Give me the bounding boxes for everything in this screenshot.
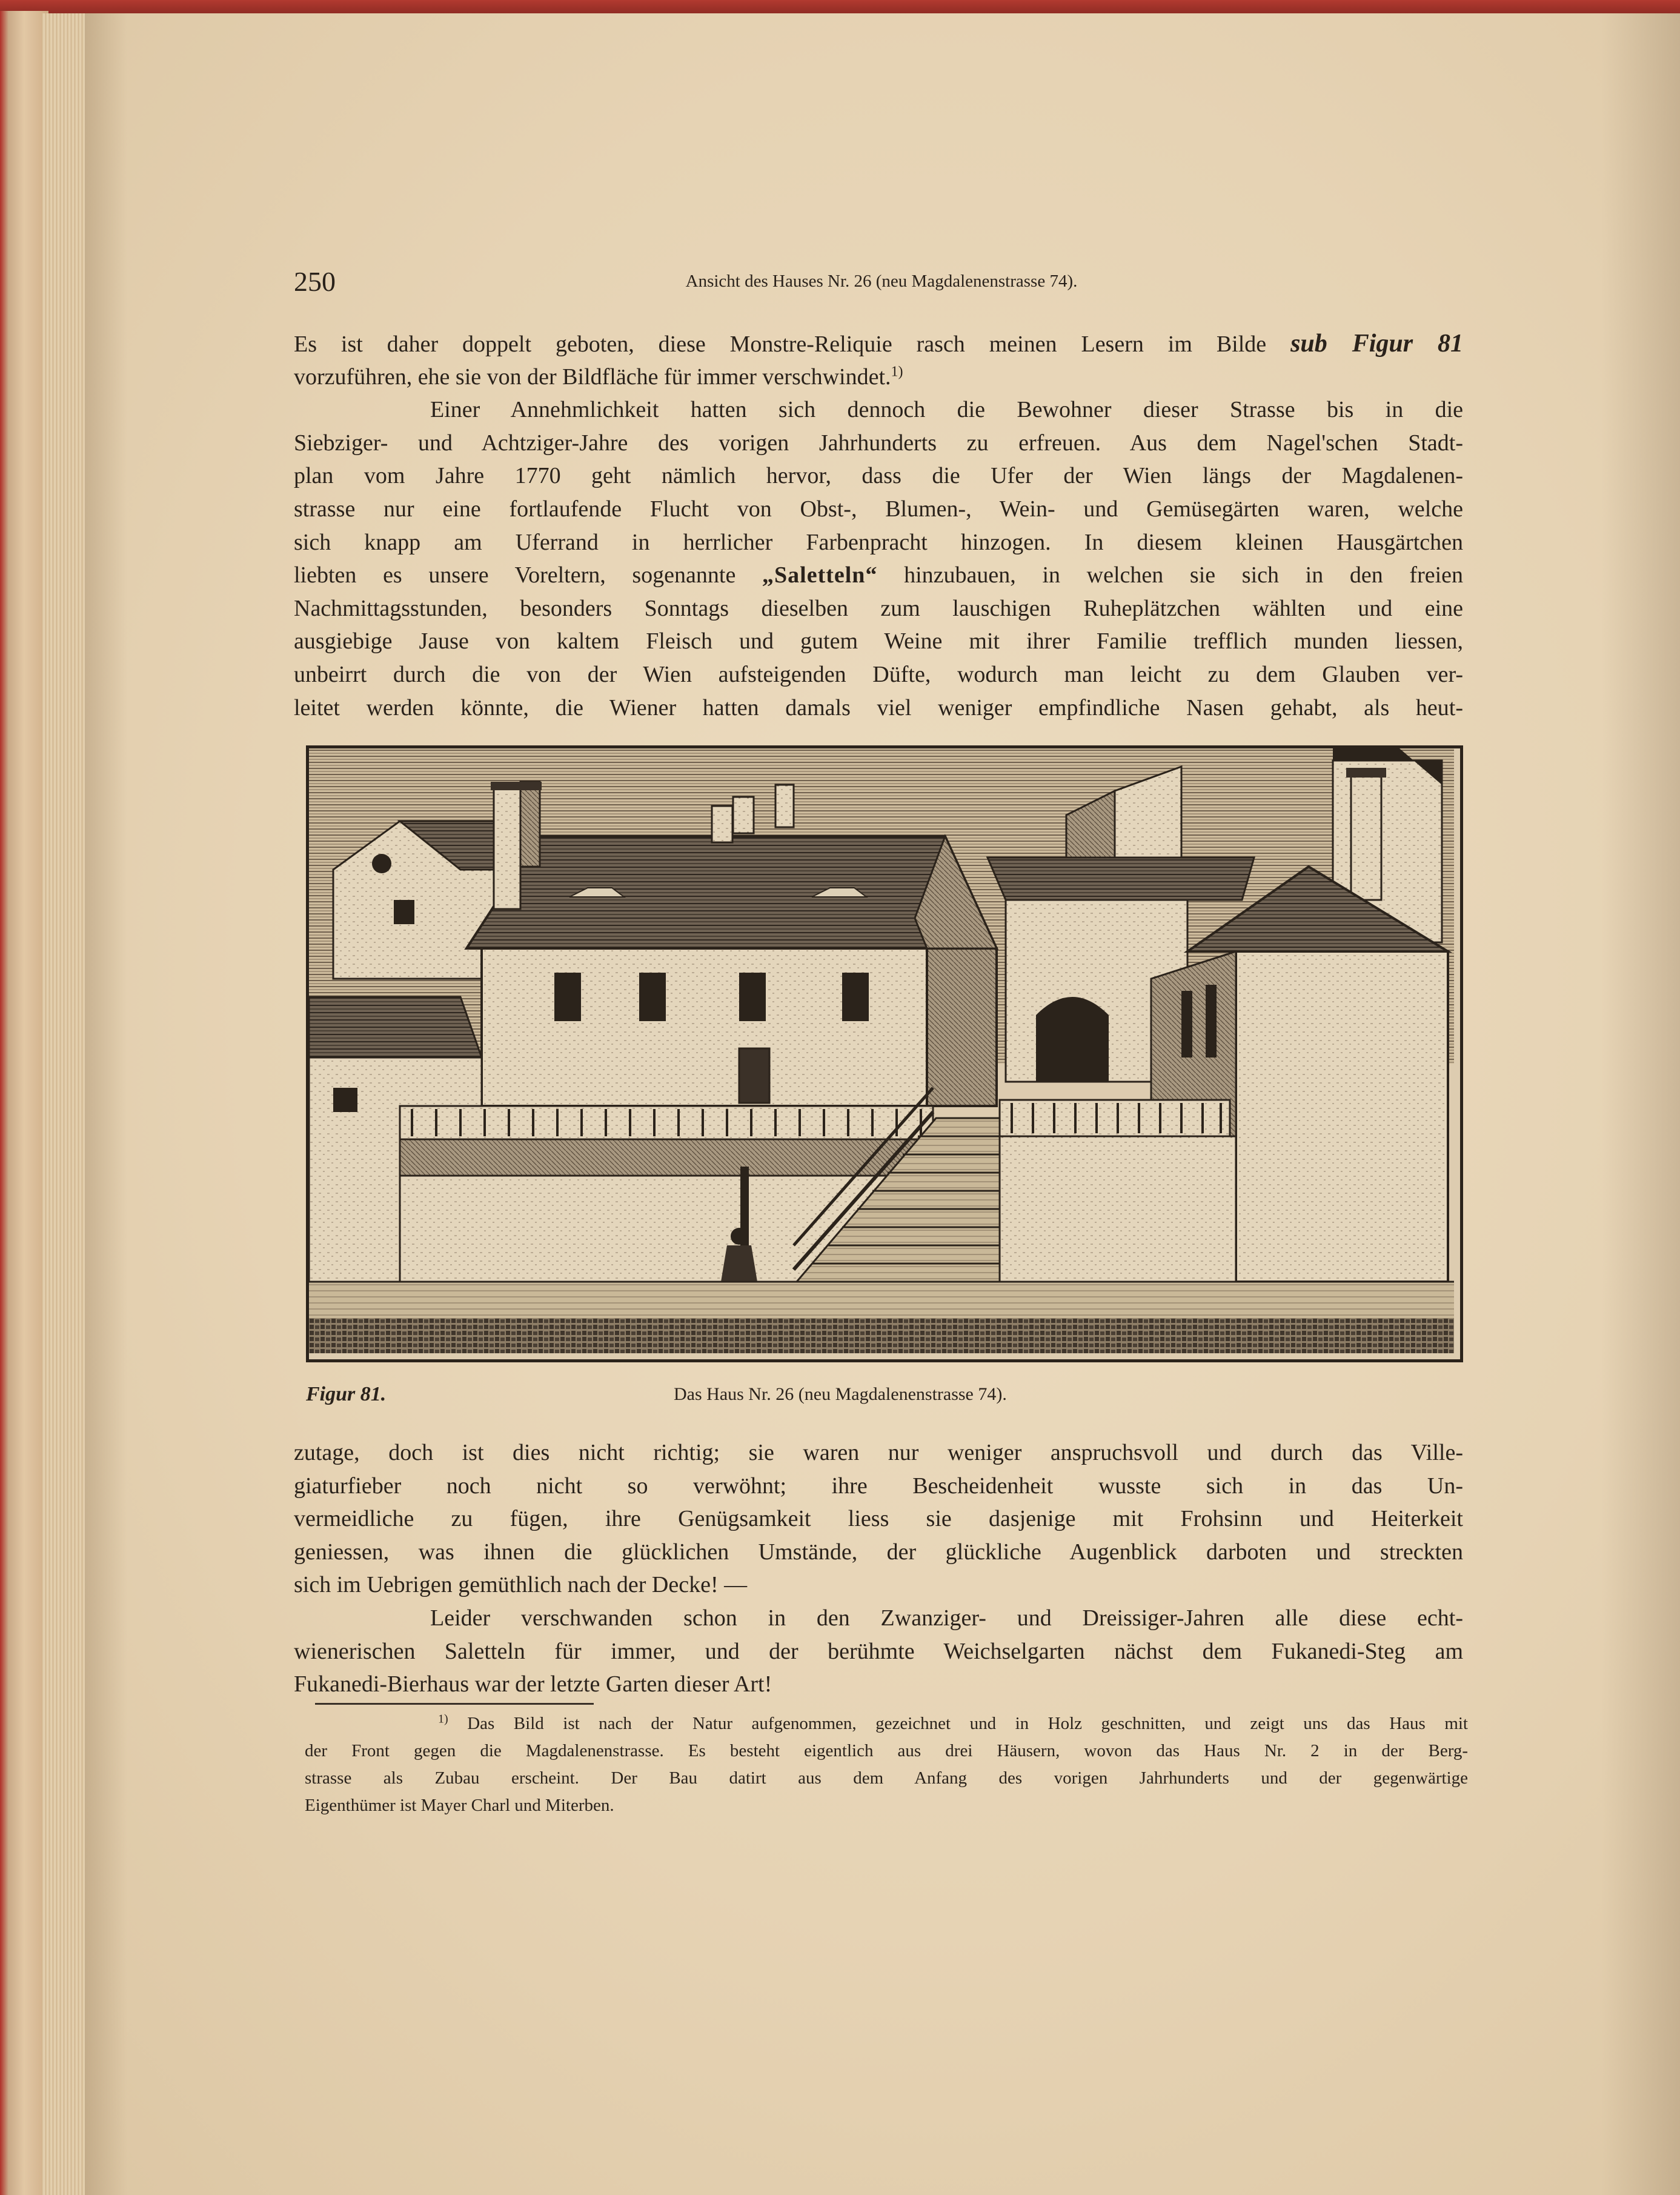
page-right-shadow xyxy=(1601,13,1680,2195)
text-line: sich knapp am Uferrand in herrlicher Farbenpracht hinzogen. In diesem kleinen Hausgärtchen xyxy=(294,529,1463,555)
page-edges xyxy=(42,13,85,2195)
text-line: ausgiebige Jause von kaltem Fleisch und gutem Weine mit ihrer Familie trefflich munden liessen, xyxy=(294,628,1463,655)
house-engraving xyxy=(309,748,1454,1353)
text-line: zutage, doch ist dies nicht richtig; sie waren nur weniger anspruchsvoll und durch das Ville- xyxy=(294,1440,1463,1465)
running-head xyxy=(294,261,1469,303)
footnote-line: Eigenthümer ist Mayer Charl und Miterben. xyxy=(305,1796,614,1815)
footnote-line: der Front gegen die Magdalenenstrasse. Es besteht eigentlich aus drei Häusern, wovon das Haus Nr. 2 in der Berg- xyxy=(305,1741,1468,1760)
text-line: unbeirrt durch die von der Wien aufsteigenden Düfte, wodurch man leicht zu dem Glauben ver- xyxy=(294,661,1463,687)
running-title: Ansicht des Hauses Nr. 26 (neu Magdalenenstrasse 74). xyxy=(685,271,1078,291)
woodcut-illustration xyxy=(306,745,1463,1362)
text-line: sich im Uebrigen gemüthlich nach der Decke! — xyxy=(294,1572,748,1598)
book-binding-edge xyxy=(0,11,48,2195)
footnote-line: $^{1)}$ Das Bild ist nach der Natur aufgenommen, gezeichnet und in Holz geschnitten, und zeigt uns das Haus mit xyxy=(438,1712,1468,1733)
footnote xyxy=(305,1710,1468,1819)
footnote-line: strasse als Zubau erscheint. Der Bau datirt aus dem Anfang des vorigen Jahrhunderts und der gegenwärtige xyxy=(305,1768,1468,1788)
text-line: vermeidliche zu fügen, ihre Genügsamkeit liess sie dasjenige mit Frohsinn und Heiterkeit xyxy=(294,1506,1463,1532)
text-line: wienerischen Saletteln für immer, und der berühmte Weichselgarten nächst dem Fukanedi-Steg am xyxy=(294,1638,1463,1664)
saletteln-term: „Saletteln“ xyxy=(762,562,878,588)
gutter-shadow xyxy=(85,13,127,2195)
text-line: Siebziger- und Achtziger-Jahre des vorigen Jahrhunderts zu erfreuen. Aus dem Nagel'schen Stadt- xyxy=(294,430,1463,456)
text-line: liebten es unsere Voreltern, sogenannte „Saletteln“ hinzubauen, in welchen sie sich in den freien xyxy=(294,562,1464,588)
text-line: Es ist daher doppelt geboten, diese Monstre-Reliquie rasch meinen Lesern im Bilde sub Figur 81 xyxy=(294,330,1464,358)
body-text-bottom xyxy=(294,1436,1463,1701)
text-line: Fukanedi-Bierhaus war der letzte Garten dieser Art! xyxy=(294,1671,772,1697)
footnote-marker: 1) xyxy=(891,363,903,379)
figure-reference: sub Figur 81 xyxy=(1290,330,1464,358)
figure-caption: Das Haus Nr. 26 (neu Magdalenenstrasse 74). xyxy=(674,1384,1007,1404)
text-line: plan vom Jahre 1770 geht nämlich hervor, dass die Ufer der Wien längs der Magdalenen- xyxy=(294,463,1463,489)
figure-label: Figur 81. xyxy=(306,1383,387,1405)
page-number: 250 xyxy=(294,266,336,297)
footnote-marker: 1) xyxy=(438,1712,448,1726)
footnote-rule xyxy=(315,1703,594,1705)
text-line: geniessen, was ihnen die glücklichen Umstände, der glückliche Augenblick darboten und streckten xyxy=(294,1539,1463,1565)
body-text-top xyxy=(294,327,1463,724)
text-line: vorzuführen, ehe sie von der Bildfläche für immer verschwindet.$^{1)}$ xyxy=(294,363,903,390)
text-line: strasse nur eine fortlaufende Flucht von Obst-, Blumen-, Wein- und Gemüsegärten waren, welche xyxy=(294,496,1463,522)
text-line: Einer Annehmlichkeit hatten sich dennoch die Bewohner dieser Strasse bis in die xyxy=(430,397,1463,423)
text-line: Leider verschwanden schon in den Zwanziger- und Dreissiger-Jahren alle diese echt- xyxy=(430,1605,1463,1631)
text-line: giaturfieber noch nicht so verwöhnt; ihre Bescheidenheit wusste sich in das Un- xyxy=(294,1473,1463,1499)
text-line: Nachmittagsstunden, besonders Sonntags dieselben zum lauschigen Ruheplätzchen wählten und eine xyxy=(294,595,1463,621)
text-line: leitet werden könnte, die Wiener hatten damals viel weniger empfindliche Nasen gehabt, als heut- xyxy=(294,694,1463,721)
